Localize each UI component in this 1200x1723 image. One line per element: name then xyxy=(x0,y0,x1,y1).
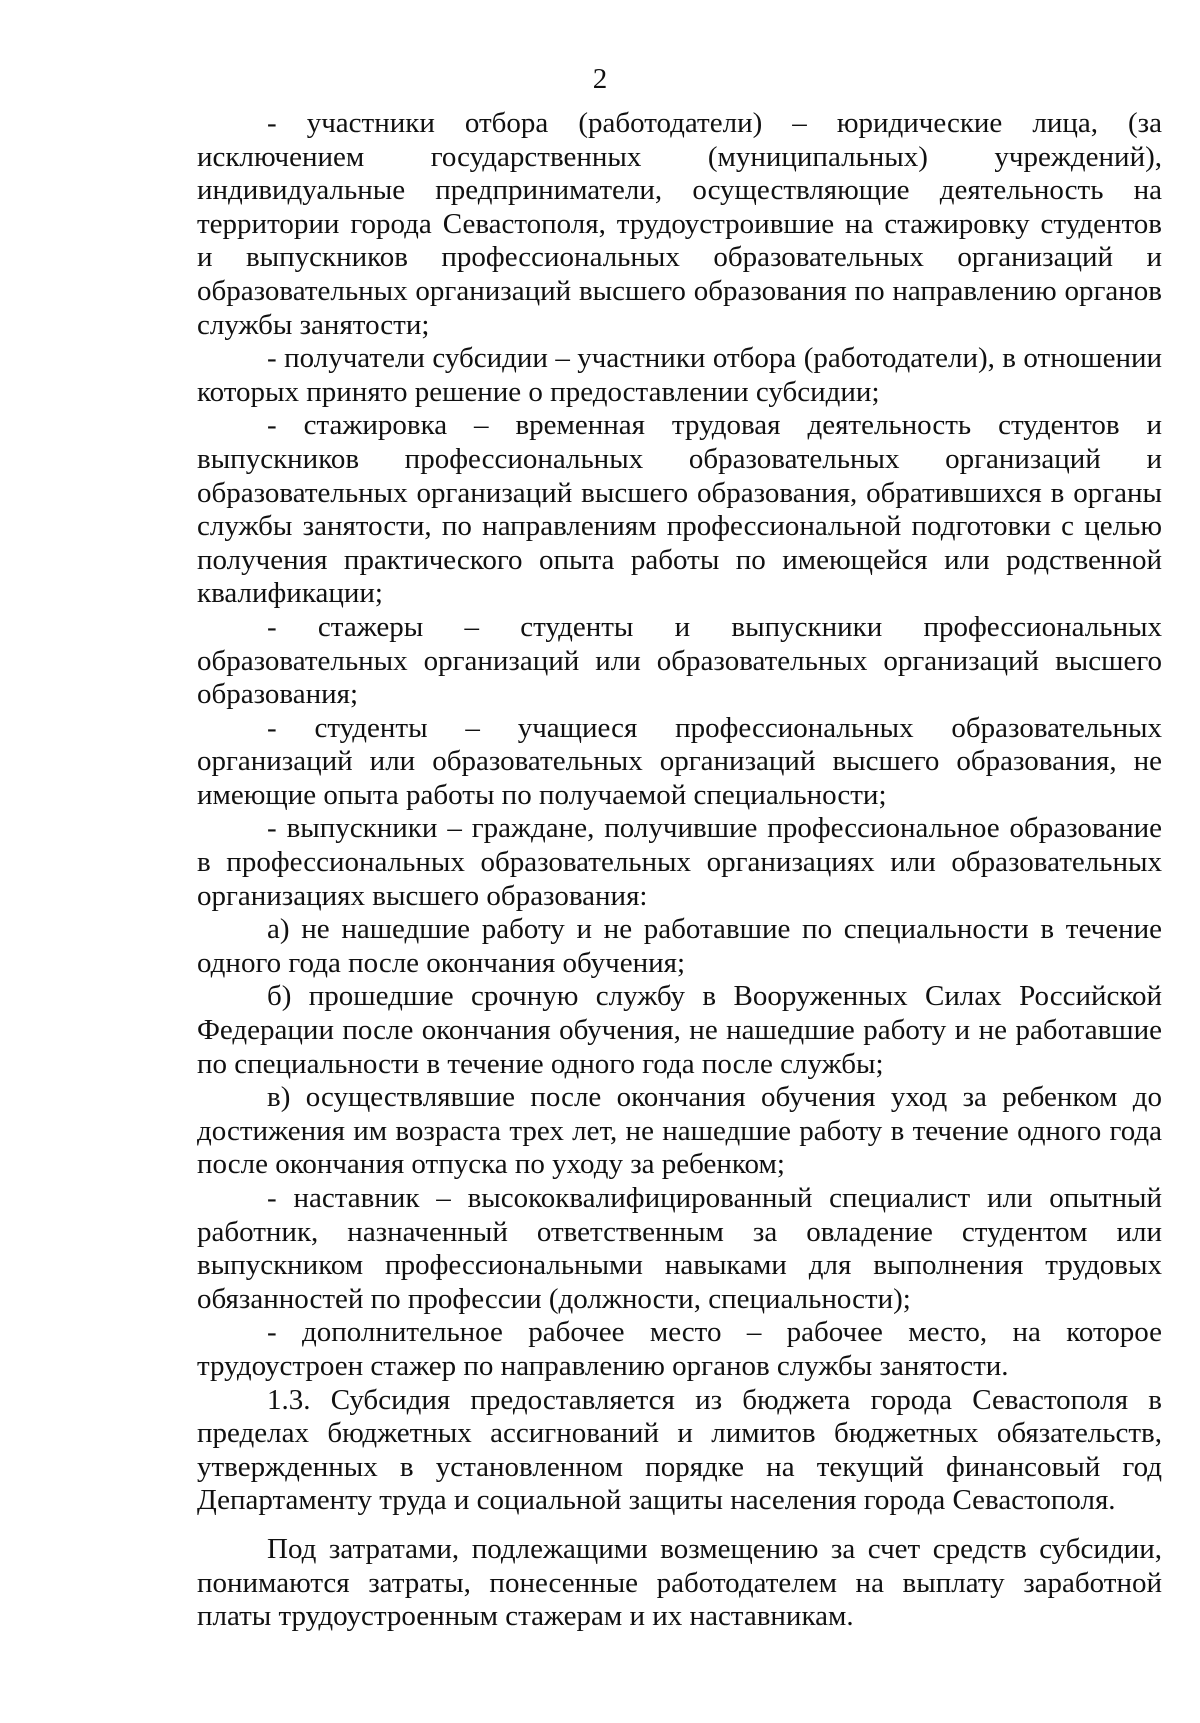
definition-internship: - стажировка – временная трудовая деятельность студентов и выпускников профессиональных образовательных организаций и образовательных организаций высшего образования, обратившихся в органы службы занятости, по направлениям профессиональной подготовки с целью получения практического опыта работы по имеющейся или родственной квалификации; xyxy=(197,409,1162,610)
graduates-item-c: в) осуществлявшие после окончания обучения уход за ребенком до достижения им возраста трех лет, не нашедшие работу в течение одного года после окончания отпуска по уходу за ребенком; xyxy=(197,1081,1162,1181)
definition-interns: - стажеры – студенты и выпускники профессиональных образовательных организаций или образовательных организаций высшего образования; xyxy=(197,610,1162,711)
definition-participants: - участники отбора (работодатели) – юридические лица, (за исключением государственных (муниципальных) учреждений), индивидуальные предприниматели, осуществляющие деятельность на территории города Севастополя, трудоустроившие на стажировку студентов и выпускников профессиональных образовательных организаций и образовательных организаций высшего образования по направлению органов службы занятости; xyxy=(197,107,1162,341)
graduates-item-a: а) не нашедшие работу и не работавшие по специальности в течение одного года после окончания обучения; xyxy=(197,913,1162,979)
clause-1-3: 1.3. Субсидия предоставляется из бюджета города Севастополя в пределах бюджетных ассигнований и лимитов бюджетных обязательств, утвержденных в установленном порядке на текущий финансовый год Департаменту труда и социальной защиты населения города Севастополя. xyxy=(197,1383,1162,1517)
definition-graduates: - выпускники – граждане, получившие профессиональное образование в профессиональных образовательных организациях или образовательных организациях высшего образования: xyxy=(197,812,1162,912)
page-number: 2 xyxy=(592,63,608,95)
definition-mentor: - наставник – высококвалифицированный специалист или опытный работник, назначенный ответственным за овладение студентом или выпускником профессиональными навыками для выполнения трудовых обязанностей по профессии (должности, специальности); xyxy=(197,1182,1162,1315)
definition-recipients: - получатели субсидии – участники отбора (работодатели), в отношении которых принято решение о предоставлении субсидии; xyxy=(197,342,1162,408)
definition-students: - студенты – учащиеся профессиональных образовательных организаций или образовательных организаций высшего образования, не имеющие опыта работы по получаемой специальности; xyxy=(197,711,1162,811)
definition-additional-workplace: - дополнительное рабочее место – рабочее место, на которое трудоустроен стажер по направлению органов службы занятости. xyxy=(197,1316,1162,1382)
expenses-paragraph: Под затратами, подлежащими возмещению за счет средств субсидии, понимаются затраты, понесенные работодателем на выплату заработной платы трудоустроенным стажерам и их наставникам. xyxy=(197,1532,1162,1633)
graduates-item-b: б) прошедшие срочную службу в Вооруженных Силах Российской Федерации после окончания обучения, не нашедшие работу и не работавшие по специальности в течение одного года после службы; xyxy=(197,980,1162,1080)
document-body xyxy=(197,107,1162,1634)
